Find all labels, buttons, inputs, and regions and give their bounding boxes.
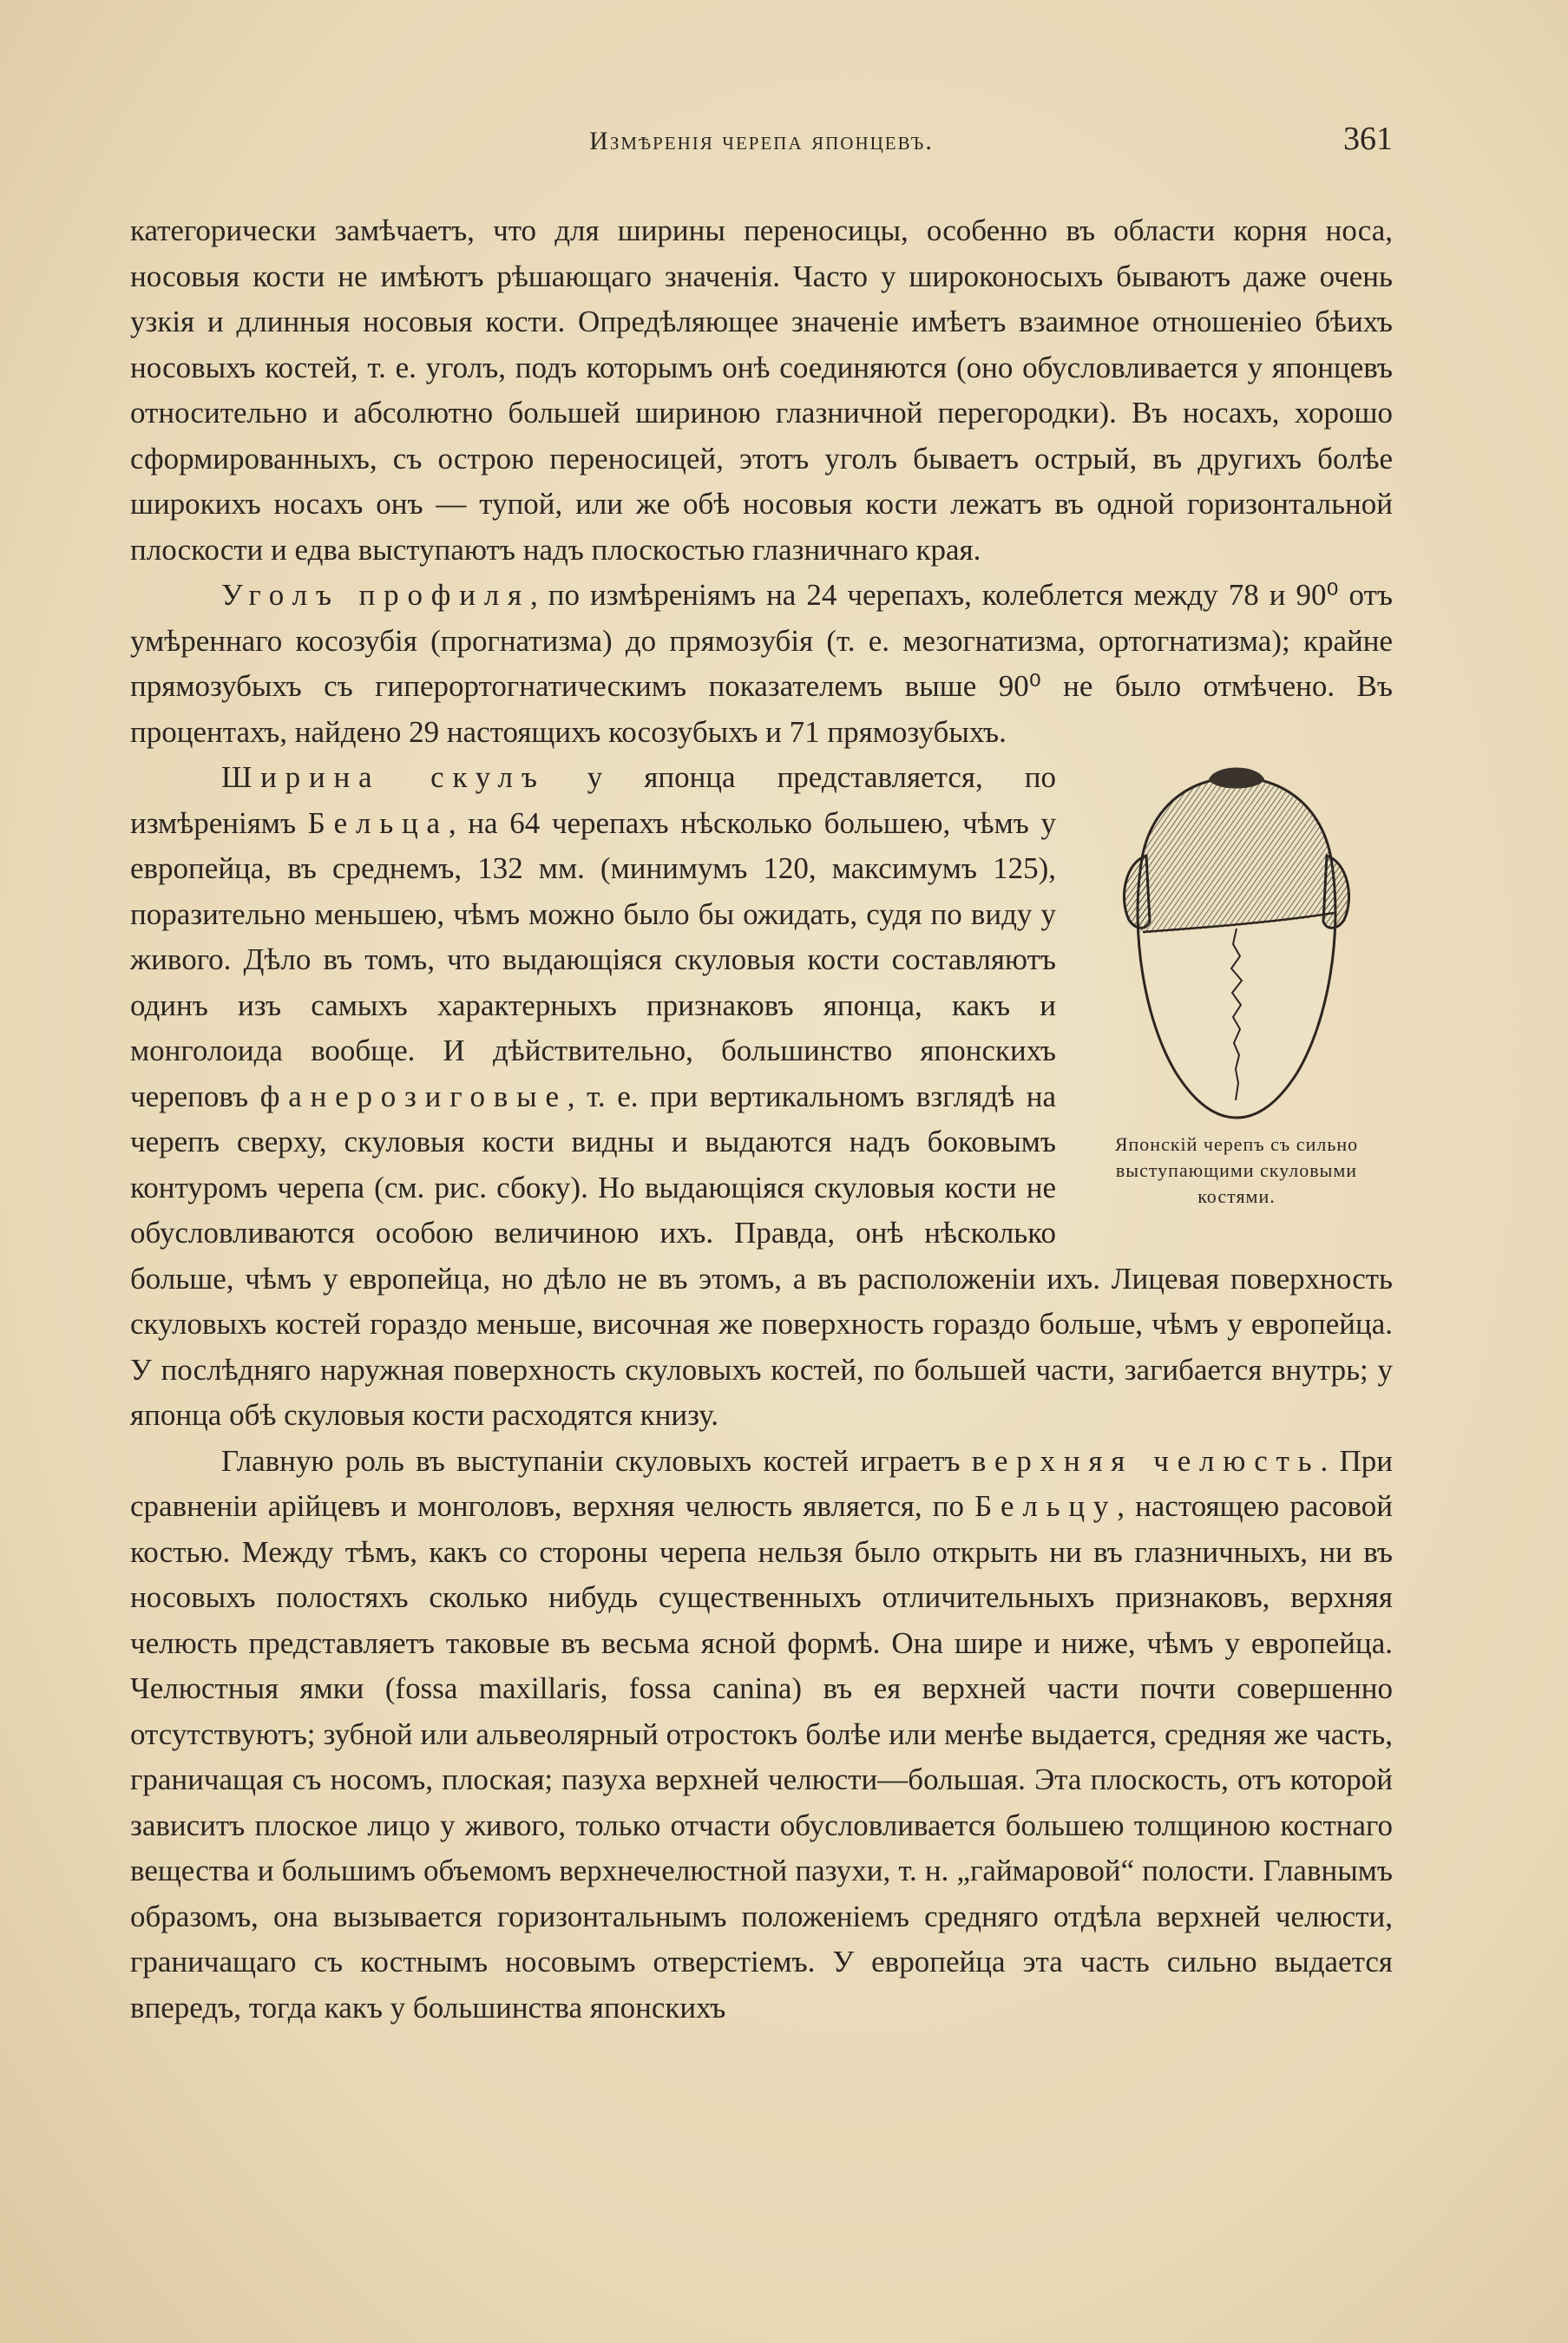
page-number: 361	[1343, 121, 1393, 157]
spaced-term: фанерозиговые	[259, 1079, 567, 1113]
paragraph-text: . При сравненіи арійцевъ и монголовъ, верхняя челюсть является, по	[130, 1443, 1394, 1523]
spaced-name: Бельцу	[974, 1489, 1118, 1523]
paragraph-text: , настоящею расовой костью. Между тѣмъ, какъ со стороны черепа нельзя было открыть ни въ глазничныхъ, ни въ носовыхъ полостяхъ сколько нибудь существенныхъ отличительныхъ признаковъ, верхняя челюсть представляетъ таковые въ весьма ясной формѣ. Она шире и ниже, чѣмъ у европейца. Челюстныя ямки (fossa maxillaris, fossa canina) въ ея верхней части почти совершенно отсутствуютъ; зубной или альвеолярный отростокъ болѣе или менѣе выдается, средняя же часть, граничащая съ носомъ, плоская; пазуха верхней челюсти—большая. Эта плоскость, отъ которой зависитъ плоское лицо у живого, только отчасти обусловливается большею толщиною костнаго вещества и большимъ объемомъ верхнечелюстной пазухи, т. н. „гаймаровой“ полости. Главнымъ образомъ, она вызывается горизонтальнымъ положеніемъ средняго отдѣла верхней челюсти, граничащаго съ костнымъ носовымъ отверстіемъ. У европейца эта часть сильно выдается впередъ, тогда какъ у большинства японскихъ	[130, 1489, 1393, 2025]
paragraph-text: у японца представляется, по измѣреніямъ	[130, 760, 1056, 840]
running-title: Измѣренія черепа японцевъ.	[589, 127, 934, 155]
paragraph	[130, 208, 1393, 573]
page-header	[130, 120, 1393, 172]
spaced-term: Ширина скулъ	[221, 760, 546, 794]
spaced-term: верхняя челюсть	[971, 1443, 1321, 1478]
figure-caption: Японскій черепъ съ сильно выступающими скуловыми костями.	[1114, 1133, 1359, 1207]
paragraph-text: Главную роль въ выступаніи скуловыхъ костей играетъ	[221, 1443, 972, 1478]
paragraph-text: , на 64 черепахъ нѣсколько большею, чѣмъ у европейца, въ среднемъ, 132 мм. (минимумъ 120, максимумъ 125), поразительно меньшею, чѣмъ можно было бы ожидать, судя по виду у живого. Дѣло въ томъ, что выдающіяся скуловыя кости составляютъ одинъ изъ самыхъ характерныхъ признаковъ японца, какъ и монголоида вообще. И дѣйствительно, большинство японскихъ череповъ	[130, 805, 1056, 1113]
skull-figure	[1080, 760, 1393, 1210]
spaced-term: Уголъ профиля	[221, 578, 530, 612]
paragraph	[130, 573, 1393, 755]
spaced-name: Бельца	[307, 805, 449, 840]
paragraph-text: , т. е. при вертикальномъ взглядѣ на черепъ сверху, скуловыя кости видны и выдаются надъ боковымъ контуромъ черепа (см. рис. сбоку). Но выдающіяся скуловыя кости не обусловливаются особою величиною ихъ. Правда, онѣ нѣсколько больше, чѣмъ у европейца, но дѣло не въ этомъ, а въ расположеніи ихъ. Лицевая поверхность скуловыхъ костей гораздо меньше, височная же поверхность гораздо больше, чѣмъ у европейца. У послѣдняго наружная поверхность скуловыхъ костей, по большей части, загибается внутрь; у японца обѣ скуловыя кости расходятся книзу.	[130, 1079, 1393, 1432]
paragraph	[130, 1439, 1393, 2031]
paragraph-text: категорически замѣчаетъ, что для ширины переносицы, особенно въ области корня носа, носовыя кости не имѣютъ рѣшающаго значенія. Часто у широконосыхъ бываютъ даже очень узкія и длинныя носовыя кости. Опредѣляющее значеніе имѣетъ взаимное отношеніео бѣихъ носовыхъ костей, т. е. уголъ, подъ которымъ онѣ соединяются (оно обусловливается у японцевъ относительно и абсолютно большей шириною глазничной перегородки). Въ носахъ, хорошо сформированныхъ, съ острою переносицей, этотъ уголъ бываетъ острый, въ другихъ болѣе широкихъ носахъ онъ — тупой, или же обѣ носовыя кости лежатъ въ одной горизонтальной плоскости и едва выступаютъ надъ плоскостью глазничнаго края.	[130, 213, 1393, 567]
paragraph-text: , по измѣреніямъ на 24 черепахъ, колеблется между 78 и 90⁰ отъ умѣреннаго косозубія (прогнатизма) до прямозубія (т. е. мезогнатизма, ортогнатизма); крайне прямозубыхъ съ гиперортогнатическимъ показателемъ выше 90⁰ не было отмѣчено. Въ процентахъ, найдено 29 настоящихъ косозубыхъ и 71 прямозубыхъ.	[130, 578, 1393, 749]
body-text	[130, 208, 1393, 2031]
skull-illustration	[1106, 760, 1367, 1125]
